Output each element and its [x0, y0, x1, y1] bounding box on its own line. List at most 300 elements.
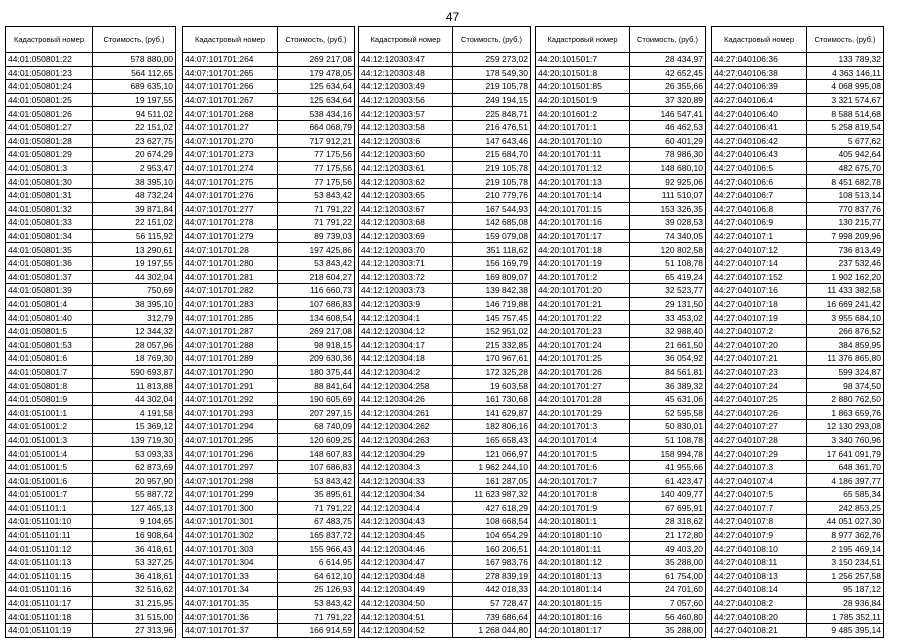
table-row	[6, 188, 176, 202]
cadastral-number-cell: 44:20:101701:24	[536, 338, 630, 352]
cadastral-number-cell: 44:07:101701:304	[183, 555, 278, 569]
cadastral-number-cell: 44:20:101801:12	[536, 555, 630, 569]
cadastral-number-cell: 44:27:040107:2	[712, 324, 807, 338]
cadastral-number-cell: 44:20:101801:15	[536, 596, 630, 610]
cadastral-number-cell: 44:01:050801:39	[6, 284, 93, 298]
table-row	[6, 229, 176, 243]
table-row	[183, 311, 355, 325]
table-row	[712, 297, 884, 311]
cadastral-number-cell: 44:27:040106:40	[712, 107, 807, 121]
cadastral-number-cell: 44:12:120304:49	[359, 583, 453, 597]
table-row	[183, 583, 355, 597]
cost-cell: 77 175,56	[278, 161, 355, 175]
table-row	[6, 433, 176, 447]
table-row	[712, 501, 884, 515]
cost-cell: 148 607,83	[278, 447, 355, 461]
cadastral-number-cell: 44:01:051101:15	[6, 569, 93, 583]
cost-cell: 599 324,87	[807, 365, 884, 379]
cadastral-number-cell: 44:12:120303:58	[359, 120, 453, 134]
cost-cell: 26 355,66	[630, 80, 706, 94]
cadastral-number-cell: 44:12:120304:261	[359, 406, 453, 420]
cadastral-number-cell: 44:01:050801:53	[6, 338, 93, 352]
table-row	[359, 107, 531, 121]
column-header-cost: Стоимость, (руб.)	[807, 27, 884, 53]
cost-cell: 78 986,30	[630, 148, 706, 162]
cadastral-number-cell: 44:27:040107:28	[712, 433, 807, 447]
table-row	[536, 420, 706, 434]
cost-cell: 2 195 469,14	[807, 542, 884, 556]
table-row	[359, 555, 531, 569]
cadastral-number-cell: 44:01:051101:13	[6, 555, 93, 569]
cadastral-number-cell: 44:07:101701:282	[183, 284, 278, 298]
cadastral-number-cell: 44:01:051001:5	[6, 460, 93, 474]
table-row	[6, 460, 176, 474]
cadastral-number-cell: 44:27:040108:20	[712, 610, 807, 624]
cadastral-number-cell: 44:27:040107:12	[712, 243, 807, 257]
table-row	[536, 161, 706, 175]
cost-cell: 38 395,10	[93, 297, 176, 311]
cadastral-number-cell: 44:27:040107:8	[712, 515, 807, 529]
cost-cell: 152 951,02	[453, 324, 531, 338]
table-row	[359, 596, 531, 610]
cadastral-number-cell: 44:01:051101:17	[6, 596, 93, 610]
table-row	[712, 311, 884, 325]
cadastral-number-cell: 44:07:101701:33	[183, 569, 278, 583]
table-row	[183, 120, 355, 134]
cost-cell: 107 686,83	[278, 460, 355, 474]
cadastral-number-cell: 44:27:040107:18	[712, 297, 807, 311]
table-row	[183, 188, 355, 202]
cost-cell: 51 108,78	[630, 433, 706, 447]
table-row	[6, 338, 176, 352]
table-row	[183, 134, 355, 148]
table-row	[6, 488, 176, 502]
table-row	[536, 379, 706, 393]
table-row	[6, 120, 176, 134]
cadastral-number-cell: 44:12:120304:43	[359, 515, 453, 529]
cadastral-number-cell: 44:27:040107:26	[712, 406, 807, 420]
table-row	[6, 66, 176, 80]
cost-cell: 442 018,33	[453, 583, 531, 597]
cadastral-number-cell: 44:07:101701:270	[183, 134, 278, 148]
table-row	[359, 80, 531, 94]
cost-cell: 25 126,93	[278, 583, 355, 597]
cadastral-number-cell: 44:12:120304:4	[359, 501, 453, 515]
cost-cell: 61 423,47	[630, 474, 706, 488]
column-header-cost: Стоимость, (руб.)	[278, 27, 355, 53]
cadastral-number-cell: 44:07:101701:276	[183, 188, 278, 202]
table-row	[712, 583, 884, 597]
cost-cell: 1 863 659,76	[807, 406, 884, 420]
cadastral-number-cell: 44:20:101701:5	[536, 447, 630, 461]
table-row	[6, 284, 176, 298]
table-row	[183, 365, 355, 379]
table-row	[359, 338, 531, 352]
table-row	[712, 447, 884, 461]
cost-cell: 53 093,33	[93, 447, 176, 461]
cost-cell: 180 375,44	[278, 365, 355, 379]
cadastral-number-cell: 44:01:050801:24	[6, 80, 93, 94]
cost-cell: 3 340 760,96	[807, 433, 884, 447]
cadastral-number-cell: 44:01:051101:19	[6, 623, 93, 637]
table-row	[712, 420, 884, 434]
cost-cell: 53 843,42	[278, 256, 355, 270]
cadastral-number-cell: 44:27:040107:152	[712, 270, 807, 284]
table-row	[6, 256, 176, 270]
table-row	[183, 569, 355, 583]
cadastral-number-cell: 44:07:101701:34	[183, 583, 278, 597]
table-row	[536, 93, 706, 107]
cost-cell: 1 256 257,58	[807, 569, 884, 583]
cost-cell: 60 401,29	[630, 134, 706, 148]
cost-cell: 88 841,64	[278, 379, 355, 393]
cost-cell: 405 942,64	[807, 148, 884, 162]
table-row	[712, 433, 884, 447]
table-row	[536, 53, 706, 67]
table-row	[6, 297, 176, 311]
table-row	[183, 488, 355, 502]
cadastral-number-cell: 44:01:050801:7	[6, 365, 93, 379]
cadastral-number-cell: 44:01:050801:27	[6, 120, 93, 134]
table-row	[183, 93, 355, 107]
table-row	[536, 284, 706, 298]
cost-cell: 55 887,72	[93, 488, 176, 502]
cost-cell: 28 057,96	[93, 338, 176, 352]
cadastral-number-cell: 44:20:101701:25	[536, 352, 630, 366]
table-row	[712, 161, 884, 175]
cost-cell: 104 654,29	[453, 528, 531, 542]
table-row	[536, 623, 706, 637]
cadastral-number-cell: 44:27:040107:20	[712, 338, 807, 352]
table-row	[536, 528, 706, 542]
cost-cell: 3 150 234,51	[807, 555, 884, 569]
table-row	[6, 501, 176, 515]
cost-cell: 170 967,61	[453, 352, 531, 366]
cadastral-number-cell: 44:20:101701:2	[536, 270, 630, 284]
cadastral-number-cell: 44:01:051001:3	[6, 433, 93, 447]
cost-cell: 120 802,58	[630, 243, 706, 257]
cadastral-number-cell: 44:20:101801:14	[536, 583, 630, 597]
cadastral-number-cell: 44:27:040107:1	[712, 229, 807, 243]
table-row	[536, 256, 706, 270]
cadastral-number-cell: 44:07:101701:297	[183, 460, 278, 474]
cost-cell: 41 955,66	[630, 460, 706, 474]
cadastral-number-cell: 44:27:040106:9	[712, 216, 807, 230]
table-row	[712, 379, 884, 393]
table-row	[183, 474, 355, 488]
cost-cell: 27 313,96	[93, 623, 176, 637]
cadastral-number-cell: 44:07:101701:280	[183, 256, 278, 270]
cost-cell: 269 217,08	[278, 324, 355, 338]
table-row	[183, 515, 355, 529]
cadastral-number-cell: 44:20:101701:15	[536, 202, 630, 216]
table-row	[712, 528, 884, 542]
table-row	[536, 433, 706, 447]
cadastral-number-cell: 44:01:051101:12	[6, 542, 93, 556]
table-row	[712, 406, 884, 420]
cadastral-number-cell: 44:01:050801:40	[6, 311, 93, 325]
table-row	[183, 324, 355, 338]
cadastral-number-cell: 44:01:051001:7	[6, 488, 93, 502]
table-row	[536, 297, 706, 311]
column-header-cadastral-number: Кадастровый номер	[536, 27, 630, 53]
cadastral-number-cell: 44:07:101701:285	[183, 311, 278, 325]
table-row	[359, 284, 531, 298]
cost-cell: 590 693,87	[93, 365, 176, 379]
cost-cell: 8 588 514,68	[807, 107, 884, 121]
cost-cell: 9 104,65	[93, 515, 176, 529]
cadastral-number-cell: 44:07:101701:287	[183, 324, 278, 338]
cadastral-table-1	[5, 26, 176, 638]
cadastral-number-cell: 44:12:120304:258	[359, 379, 453, 393]
table-row	[183, 406, 355, 420]
table-row	[712, 66, 884, 80]
table-row	[183, 352, 355, 366]
cadastral-number-cell: 44:20:101701:23	[536, 324, 630, 338]
table-row	[359, 623, 531, 637]
cost-cell: 156 169,79	[453, 256, 531, 270]
cost-cell: 736 813,49	[807, 243, 884, 257]
table-row	[536, 447, 706, 461]
table-row	[536, 80, 706, 94]
table-row	[536, 474, 706, 488]
cost-cell: 5 677,62	[807, 134, 884, 148]
table-row	[183, 379, 355, 393]
table-row	[536, 583, 706, 597]
table-row	[183, 80, 355, 94]
cadastral-number-cell: 44:27:040106:41	[712, 120, 807, 134]
cost-cell: 53 843,42	[278, 474, 355, 488]
cost-cell: 179 478,05	[278, 66, 355, 80]
table-row	[359, 583, 531, 597]
cadastral-number-cell: 44:20:101701:16	[536, 216, 630, 230]
table-row	[183, 596, 355, 610]
table-row	[536, 352, 706, 366]
table-row	[359, 447, 531, 461]
cost-cell: 57 728,47	[453, 596, 531, 610]
table-row	[712, 80, 884, 94]
table-row	[6, 623, 176, 637]
cadastral-number-cell: 44:01:050801:31	[6, 188, 93, 202]
cost-cell: 108 668,54	[453, 515, 531, 529]
cost-cell: 161 730,68	[453, 392, 531, 406]
cadastral-number-cell: 44:07:101701:295	[183, 433, 278, 447]
cadastral-number-cell: 44:12:120304:51	[359, 610, 453, 624]
cost-cell: 427 618,29	[453, 501, 531, 515]
table-row	[712, 120, 884, 134]
table-row	[359, 365, 531, 379]
cost-cell: 44 051 027,30	[807, 515, 884, 529]
table-row	[6, 365, 176, 379]
cost-cell: 77 175,56	[278, 175, 355, 189]
cadastral-number-cell: 44:01:051101:11	[6, 528, 93, 542]
table-row	[536, 188, 706, 202]
cost-cell: 215 684,70	[453, 148, 531, 162]
table-row	[359, 188, 531, 202]
table-row	[359, 93, 531, 107]
cadastral-number-cell: 44:07:101701:275	[183, 175, 278, 189]
table-row	[359, 202, 531, 216]
table-row	[183, 53, 355, 67]
cadastral-table-4	[535, 26, 706, 638]
cadastral-number-cell: 44:27:040106:39	[712, 80, 807, 94]
cost-cell: 564 112,65	[93, 66, 176, 80]
cadastral-number-cell: 44:01:050801:22	[6, 53, 93, 67]
cost-cell: 538 434,16	[278, 107, 355, 121]
cadastral-number-cell: 44:12:120304:52	[359, 623, 453, 637]
cadastral-number-cell: 44:20:101701:29	[536, 406, 630, 420]
cadastral-number-cell: 44:12:120304:46	[359, 542, 453, 556]
cadastral-number-cell: 44:20:101701:8	[536, 488, 630, 502]
cost-cell: 95 187,12	[807, 583, 884, 597]
cadastral-number-cell: 44:01:050801:4	[6, 297, 93, 311]
cadastral-number-cell: 44:20:101701:12	[536, 161, 630, 175]
cost-cell: 12 130 293,08	[807, 420, 884, 434]
cadastral-number-cell: 44:27:040108:11	[712, 555, 807, 569]
cadastral-number-cell: 44:07:101701:266	[183, 80, 278, 94]
cadastral-number-cell: 44:07:101701:292	[183, 392, 278, 406]
table-row	[712, 284, 884, 298]
table-row	[536, 324, 706, 338]
cadastral-number-cell: 44:27:040106:42	[712, 134, 807, 148]
table-row	[712, 569, 884, 583]
cost-cell: 578 880,00	[93, 53, 176, 67]
cadastral-table-2	[182, 26, 355, 638]
cadastral-number-cell: 44:27:040107:3	[712, 460, 807, 474]
cadastral-number-cell: 44:12:120303:62	[359, 175, 453, 189]
table-row	[359, 216, 531, 230]
cadastral-number-cell: 44:01:051001:2	[6, 420, 93, 434]
cadastral-number-cell: 44:27:040108:10	[712, 542, 807, 556]
table-row	[712, 392, 884, 406]
cost-cell: 127 465,13	[93, 501, 176, 515]
cost-cell: 266 876,52	[807, 324, 884, 338]
cadastral-number-cell: 44:27:040106:8	[712, 202, 807, 216]
table-row	[359, 175, 531, 189]
cadastral-number-cell: 44:12:120303:56	[359, 93, 453, 107]
cadastral-number-cell: 44:12:120304:29	[359, 447, 453, 461]
cost-cell: 384 859,95	[807, 338, 884, 352]
cadastral-number-cell: 44:12:120304:263	[359, 433, 453, 447]
cost-cell: 167 983,76	[453, 555, 531, 569]
cadastral-number-cell: 44:01:051101:18	[6, 610, 93, 624]
table-row	[712, 610, 884, 624]
table-row	[6, 161, 176, 175]
table-row	[6, 107, 176, 121]
cost-cell: 48 732,24	[93, 188, 176, 202]
table-row	[6, 555, 176, 569]
table-row	[183, 256, 355, 270]
cost-cell: 140 409,77	[630, 488, 706, 502]
cadastral-number-cell: 44:07:101701:288	[183, 338, 278, 352]
table-row	[712, 515, 884, 529]
cost-cell: 111 510,07	[630, 188, 706, 202]
cost-cell: 53 327,25	[93, 555, 176, 569]
cost-cell: 7 057,60	[630, 596, 706, 610]
table-row	[183, 501, 355, 515]
cost-cell: 18 769,30	[93, 352, 176, 366]
cadastral-number-cell: 44:07:101701:294	[183, 420, 278, 434]
cadastral-number-cell: 44:12:120303:65	[359, 188, 453, 202]
cost-cell: 19 197,55	[93, 93, 176, 107]
column-header-cost: Стоимость, (руб.)	[630, 27, 706, 53]
table-row	[359, 134, 531, 148]
cadastral-number-cell: 44:12:120304:17	[359, 338, 453, 352]
cadastral-number-cell: 44:01:051001:4	[6, 447, 93, 461]
cadastral-number-cell: 44:01:050801:26	[6, 107, 93, 121]
cadastral-number-cell: 44:12:120304:1	[359, 311, 453, 325]
table-row	[536, 569, 706, 583]
cadastral-number-cell: 44:01:050801:6	[6, 352, 93, 366]
table-row	[6, 270, 176, 284]
table-row	[536, 216, 706, 230]
table-row	[536, 202, 706, 216]
table-row	[712, 256, 884, 270]
table-row	[6, 324, 176, 338]
cost-cell: 24 701,60	[630, 583, 706, 597]
cadastral-number-cell: 44:27:040108:21	[712, 623, 807, 637]
cadastral-number-cell: 44:01:050801:35	[6, 243, 93, 257]
cost-cell: 65 419,24	[630, 270, 706, 284]
cost-cell: 2 953,47	[93, 161, 176, 175]
cadastral-number-cell: 44:12:120304:2	[359, 365, 453, 379]
cost-cell: 52 595,58	[630, 406, 706, 420]
cost-cell: 11 623 987,32	[453, 488, 531, 502]
table-row	[359, 515, 531, 529]
cost-cell: 155 966,43	[278, 542, 355, 556]
table-row	[712, 107, 884, 121]
cost-cell: 4 186 397,77	[807, 474, 884, 488]
table-row	[183, 216, 355, 230]
cost-cell: 215 332,85	[453, 338, 531, 352]
cost-cell: 51 108,78	[630, 256, 706, 270]
cost-cell: 6 614,95	[278, 555, 355, 569]
table-row	[536, 501, 706, 515]
column-header-cadastral-number: Кадастровый номер	[183, 27, 278, 53]
cost-cell: 35 288,00	[630, 623, 706, 637]
table-row	[6, 311, 176, 325]
cost-cell: 166 914,59	[278, 623, 355, 637]
cost-cell: 32 516,62	[93, 583, 176, 597]
table-row	[712, 229, 884, 243]
cost-cell: 13 290,61	[93, 243, 176, 257]
cadastral-number-cell: 44:12:120303:60	[359, 148, 453, 162]
cost-cell: 146 547,41	[630, 107, 706, 121]
table-row	[712, 623, 884, 637]
cadastral-number-cell: 44:20:101801:1	[536, 515, 630, 529]
cadastral-number-cell: 44:20:101801:11	[536, 542, 630, 556]
table-row	[536, 338, 706, 352]
table-row	[712, 216, 884, 230]
table-row	[183, 420, 355, 434]
table-row	[6, 406, 176, 420]
cost-cell: 160 206,51	[453, 542, 531, 556]
cost-cell: 482 675,70	[807, 161, 884, 175]
cost-cell: 312,79	[93, 311, 176, 325]
cadastral-number-cell: 44:07:101701:281	[183, 270, 278, 284]
cost-cell: 71 791,22	[278, 202, 355, 216]
cadastral-number-cell: 44:20:101701:21	[536, 297, 630, 311]
cost-cell: 1 268 044,80	[453, 623, 531, 637]
table-row	[6, 515, 176, 529]
cost-cell: 146 719,88	[453, 297, 531, 311]
cadastral-number-cell: 44:12:120303:61	[359, 161, 453, 175]
cadastral-number-cell: 44:27:040107:14	[712, 256, 807, 270]
cost-cell: 169 809,07	[453, 270, 531, 284]
cost-cell: 98 918,15	[278, 338, 355, 352]
cost-cell: 249 194,15	[453, 93, 531, 107]
cost-cell: 1 962 244,10	[453, 460, 531, 474]
